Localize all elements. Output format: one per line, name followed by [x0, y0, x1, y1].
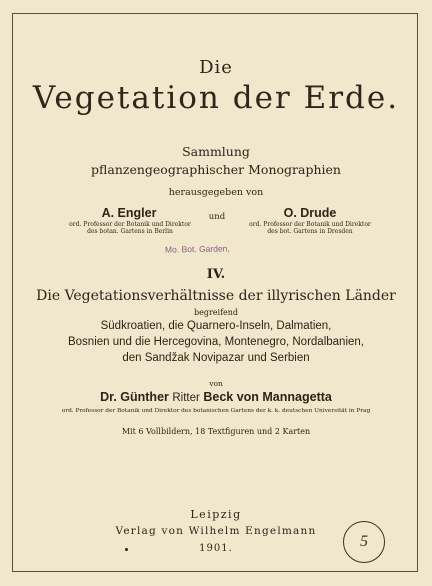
- author-von: von: [209, 379, 223, 388]
- volume-title: Die Vegetationsverhältnisse der illyrischen Länder: [36, 288, 396, 304]
- editor-drude-note-2: des bot. Gartens in Dresden: [267, 228, 353, 235]
- volume-content-2: Bosnien und die Hercegovina, Montenegro, Nordalbanien,: [67, 336, 364, 348]
- editors-and: und: [208, 212, 226, 222]
- illustrations-note: Mit 6 Vollbildern, 18 Textfiguren und 2 Karten: [121, 427, 311, 436]
- author-surname: Beck von Mannagetta: [203, 390, 332, 404]
- imprint-city: Leipzig: [190, 508, 242, 521]
- circular-seal-icon: 5: [343, 521, 385, 563]
- author-affiliation: ord. Professor der Botanik und Direktor des botanischen Gartens der k. k. deutschen Universität in Prag: [61, 408, 371, 414]
- author-ritter: Ritter: [172, 392, 200, 404]
- editor-engler-note-1: ord. Professor der Botanik und Direktor: [69, 221, 191, 228]
- volume-content-3: den Sandžak Novipazar und Serbien: [122, 352, 310, 364]
- editor-engler-name: A. Engler: [101, 206, 157, 220]
- title-article: Die: [199, 57, 233, 78]
- library-stamp: Mo. Bot. Garden,: [164, 243, 230, 255]
- editor-drude-name: O. Drude: [283, 206, 337, 220]
- editor-drude-note-1: ord. Professor der Botanik und Direktor: [249, 221, 371, 228]
- imprint-year: 1901.: [199, 543, 233, 554]
- imprint-publisher: Verlag von Wilhelm Engelmann: [115, 525, 317, 537]
- volume-begreifend: begreifend: [193, 308, 239, 317]
- series-line-1: Sammlung: [182, 144, 250, 159]
- author-prefix: Dr. Günther: [100, 390, 169, 404]
- editor-engler-note-2: des botan. Gartens in Berlin: [87, 228, 173, 235]
- volume-content-1: Südkroatien, die Quarnero-Inseln, Dalmatien,: [100, 320, 332, 332]
- author-name-line: [0, 390, 432, 404]
- main-title: Vegetation der Erde.: [32, 80, 400, 116]
- editors-intro: herausgegeben von: [168, 187, 264, 198]
- series-line-2: pflanzengeographischer Monographien: [91, 162, 341, 177]
- volume-number: IV.: [206, 267, 226, 282]
